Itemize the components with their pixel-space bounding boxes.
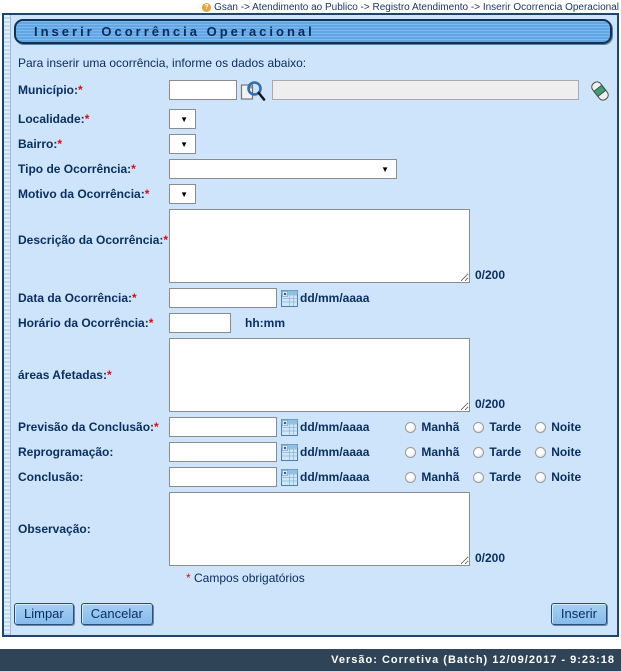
- page-title-bar: [14, 19, 612, 44]
- horario-ocorrencia-label: Horário da Ocorrência:: [18, 316, 149, 330]
- required-note-marker: *: [186, 571, 191, 585]
- reprogramacao-label: Reprogramação:: [18, 445, 114, 459]
- row-data-ocorrencia: [18, 288, 611, 308]
- localidade-label: Localidade:: [18, 112, 85, 126]
- conclusao-input[interactable]: [169, 467, 277, 487]
- chevron-down-icon: ▼: [180, 114, 188, 124]
- previsao-conclusao-required-marker: *: [154, 420, 159, 434]
- tipo-ocorrencia-label: Tipo de Ocorrência:: [18, 162, 132, 176]
- eraser-icon: [589, 78, 611, 104]
- motivo-ocorrencia-select[interactable]: [169, 184, 196, 204]
- localidade-select[interactable]: [169, 109, 196, 129]
- areas-afetadas-label: áreas Afetadas:: [18, 368, 107, 382]
- horario-ocorrencia-input[interactable]: [169, 313, 231, 333]
- bairro-label: Bairro:: [18, 137, 58, 151]
- municipio-description-field: [272, 80, 579, 100]
- conclusao-noite-label: Noite: [551, 470, 582, 484]
- previsao-format-hint: dd/mm/aaaa: [300, 420, 370, 434]
- observacao-char-counter: 0/200: [475, 551, 506, 565]
- left-decorative-strip: [4, 15, 11, 635]
- row-conclusao: [18, 467, 611, 487]
- horario-format-hint: hh:mm: [245, 316, 285, 330]
- reprogramacao-noite-radio[interactable]: [535, 447, 546, 458]
- help-icon[interactable]: ?: [202, 3, 211, 12]
- row-motivo-ocorrencia: [18, 184, 611, 204]
- chevron-down-icon: ▼: [381, 164, 389, 174]
- calendar-icon: [281, 469, 298, 486]
- calendar-icon: [281, 290, 298, 307]
- instruction-text: Para inserir uma ocorrência, informe os dados abaixo:: [18, 56, 307, 70]
- horario-ocorrencia-required-marker: *: [148, 316, 154, 330]
- conclusao-calendar-button[interactable]: [280, 468, 298, 486]
- data-ocorrencia-required-marker: *: [132, 291, 137, 305]
- row-horario-ocorrencia: [18, 313, 611, 333]
- municipio-input[interactable]: [169, 80, 237, 100]
- chevron-down-icon: ▼: [180, 139, 188, 149]
- localidade-required-marker: *: [84, 112, 90, 126]
- areas-char-counter: 0/200: [475, 397, 506, 411]
- conclusao-tarde-label: Tarde: [489, 470, 522, 484]
- reprogramacao-tarde-radio[interactable]: [473, 447, 484, 458]
- previsao-period-group: [405, 417, 581, 434]
- previsao-noite-label: Noite: [551, 420, 582, 434]
- previsao-tarde-radio[interactable]: [473, 422, 484, 433]
- breadcrumb-bar: [0, 0, 621, 13]
- observacao-label: Observação:: [18, 522, 91, 536]
- reprogramacao-period-group: [405, 442, 581, 459]
- footer-bar: [0, 649, 621, 671]
- row-observacao: [18, 492, 611, 566]
- row-municipio: [18, 80, 611, 104]
- descricao-ocorrencia-label: Descrição da Ocorrência:: [18, 233, 164, 247]
- previsao-manha-radio[interactable]: [405, 422, 416, 433]
- tipo-ocorrencia-select[interactable]: [169, 159, 397, 179]
- reprogramacao-calendar-button[interactable]: [280, 443, 298, 461]
- conclusao-manha-label: Manhã: [421, 470, 460, 484]
- breadcrumb[interactable]: Gsan -> Atendimento ao Publico -> Registro Atendimento -> Inserir Ocorrencia Operacional: [214, 1, 619, 13]
- previsao-conclusao-calendar-button[interactable]: [280, 418, 298, 436]
- areas-afetadas-required-marker: *: [106, 368, 112, 382]
- reprogramacao-manha-label: Manhã: [421, 445, 460, 459]
- required-note-text: Campos obrigatórios: [194, 571, 305, 585]
- row-bairro: [18, 134, 611, 154]
- conclusao-label: Conclusão:: [18, 470, 84, 484]
- data-ocorrencia-format-hint: dd/mm/aaaa: [300, 291, 370, 305]
- data-ocorrencia-calendar-button[interactable]: [280, 289, 298, 307]
- previsao-conclusao-input[interactable]: [169, 417, 277, 437]
- reprogramacao-input[interactable]: [169, 442, 277, 462]
- previsao-noite-radio[interactable]: [535, 422, 546, 433]
- limpar-button[interactable]: Limpar: [14, 603, 74, 625]
- municipio-clear-button[interactable]: [589, 78, 611, 104]
- version-text: Versão: Corretiva (Batch) 12/09/2017 - 9:23:18: [331, 654, 615, 666]
- calendar-icon: [281, 419, 298, 436]
- bairro-select[interactable]: [169, 134, 196, 154]
- data-ocorrencia-input[interactable]: [169, 288, 277, 308]
- form-panel: [2, 13, 619, 637]
- tipo-ocorrencia-required-marker: *: [131, 162, 136, 176]
- calendar-icon: [281, 444, 298, 461]
- descricao-ocorrencia-required-marker: *: [163, 233, 169, 247]
- conclusao-tarde-radio[interactable]: [473, 472, 484, 483]
- row-reprogramacao: [18, 442, 611, 462]
- municipio-required-marker: *: [78, 83, 83, 97]
- conclusao-manha-radio[interactable]: [405, 472, 416, 483]
- motivo-ocorrencia-label: Motivo da Ocorrência:: [18, 187, 145, 201]
- previsao-conclusao-label: Previsão da Conclusão:: [18, 420, 155, 434]
- descricao-char-counter: 0/200: [475, 268, 506, 282]
- row-localidade: [18, 109, 611, 129]
- action-bar: [14, 603, 607, 625]
- conclusao-format-hint: dd/mm/aaaa: [300, 470, 370, 484]
- previsao-manha-label: Manhã: [421, 420, 460, 434]
- previsao-tarde-label: Tarde: [489, 420, 522, 434]
- search-icon: [240, 80, 266, 104]
- conclusao-period-group: [405, 467, 581, 484]
- row-descricao-ocorrencia: [18, 209, 611, 283]
- municipio-search-button[interactable]: [240, 80, 266, 104]
- form-body: [4, 44, 617, 585]
- municipio-label: Município:: [18, 83, 78, 97]
- chevron-down-icon: ▼: [180, 189, 188, 199]
- motivo-ocorrencia-required-marker: *: [144, 187, 150, 201]
- reprogramacao-format-hint: dd/mm/aaaa: [300, 445, 370, 459]
- conclusao-noite-radio[interactable]: [535, 472, 546, 483]
- required-fields-note: [186, 571, 611, 585]
- observacao-textarea[interactable]: [169, 492, 470, 566]
- row-previsao-conclusao: [18, 417, 611, 437]
- row-areas-afetadas: [18, 338, 611, 412]
- row-tipo-ocorrencia: [18, 159, 611, 179]
- bairro-required-marker: *: [57, 137, 63, 151]
- reprogramacao-manha-radio[interactable]: [405, 447, 416, 458]
- data-ocorrencia-label: Data da Ocorrência:: [18, 291, 133, 305]
- areas-afetadas-textarea[interactable]: [169, 338, 470, 412]
- page-title: Inserir Ocorrência Operacional: [34, 24, 315, 39]
- inserir-button[interactable]: Inserir: [551, 603, 607, 625]
- cancelar-button[interactable]: Cancelar: [81, 603, 153, 625]
- descricao-ocorrencia-textarea[interactable]: [169, 209, 470, 283]
- reprogramacao-tarde-label: Tarde: [489, 445, 522, 459]
- reprogramacao-noite-label: Noite: [551, 445, 582, 459]
